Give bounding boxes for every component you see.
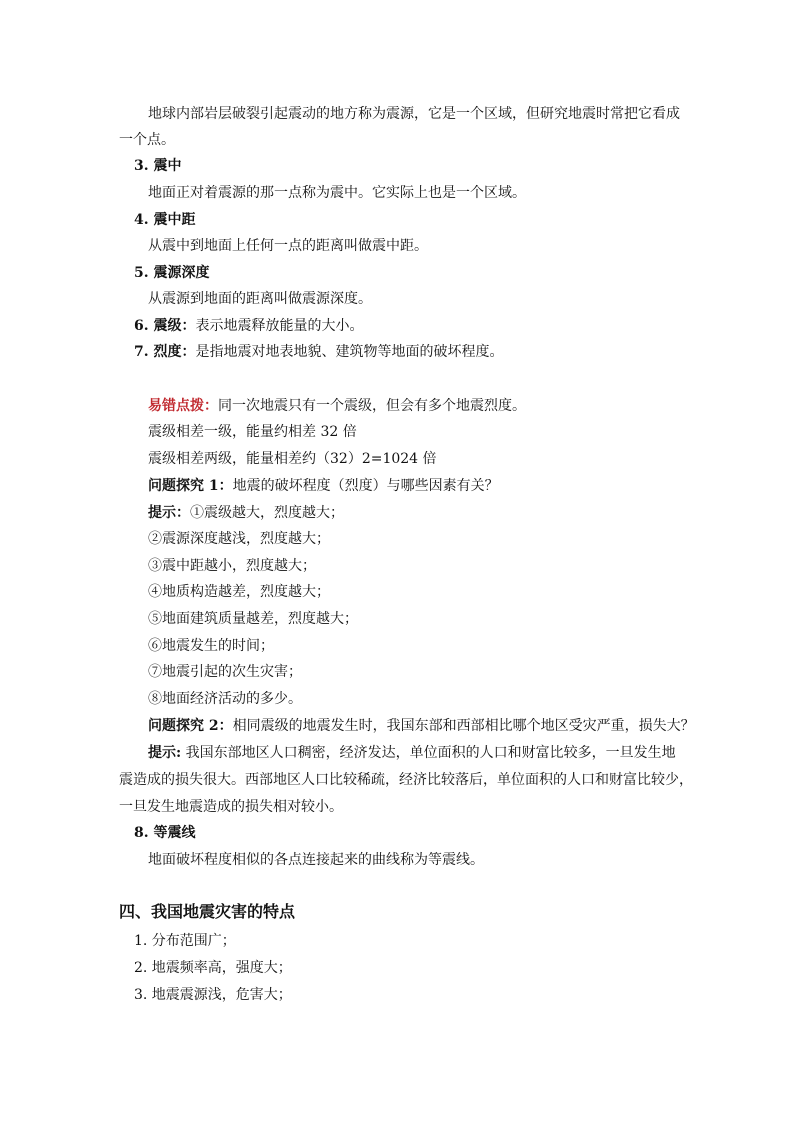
question-2-label: 问题探究 2：: [148, 718, 233, 734]
section-7-label: 7. 烈度：: [134, 344, 196, 360]
intro-paragraph-line-1: 地球内部岩层破裂引起震动的地方称为震源，它是一个区域，但研究地震时常把它看成: [148, 106, 680, 122]
hint-item: ⑦地震引起的次生灾害；: [148, 664, 302, 680]
section-8-text: 地面破坏程度相似的各点连接起来的曲线称为等震线。: [148, 852, 484, 868]
question-1-line: [148, 476, 499, 496]
energy-line-1: 震级相差一级，能量约相差 32 倍: [148, 424, 357, 440]
hint-2-line-2: 震造成的损失很大。西部地区人口比较稀疏，经济比较落后，单位面积的人口和财富比较少，: [119, 772, 693, 788]
hint-2-line-1: [148, 743, 676, 763]
hint-label: 提示：: [148, 505, 190, 521]
section-5-text: 从震源到地面的距离叫做震源深度。: [148, 291, 372, 307]
hint-line-1: [148, 503, 344, 523]
question-2-text: 相同震级的地震发生时，我国东部和西部相比哪个地区受灾严重，损失大？: [232, 718, 695, 734]
section-8-title: 8. 等震线: [134, 825, 196, 841]
hint-item: ⑤地面建筑质量越差，烈度越大；: [148, 611, 358, 627]
hint-item: ③震中距越小，烈度越大；: [148, 558, 316, 574]
section-6-label: 6. 震级：: [134, 318, 196, 334]
question-2-line: [148, 716, 695, 736]
tip-text: 同一次地震只有一个震级，但会有多个地震烈度。: [218, 398, 526, 414]
section-6-text: 表示地震释放能量的大小。: [195, 318, 364, 334]
section-3-title: 3. 震中: [134, 158, 182, 174]
question-1-text: 地震的破坏程度（烈度）与哪些因素有关？: [232, 478, 499, 494]
energy-line-2: 震级相差两级，能量相差约（32）2=1024 倍: [148, 451, 437, 467]
tip-label: 易错点拨：: [148, 398, 218, 414]
section-3-text: 地面正对着震源的那一点称为震中。它实际上也是一个区域。: [148, 185, 526, 201]
hint-item: ④地质构造越差，烈度越大；: [148, 584, 330, 600]
hint-2-text: 我国东部地区人口稠密，经济发达，单位面积的人口和财富比较多，一旦发生地: [181, 745, 676, 761]
section-4-title: 4. 震中距: [134, 212, 196, 228]
section-4-heading: 四、我国地震灾害的特点: [119, 902, 296, 921]
section-5-title: 5. 震源深度: [134, 265, 210, 281]
tip-line: [148, 396, 526, 416]
feature-item: 3. 地震震源浅，危害大；: [134, 987, 292, 1003]
section-7-line: [134, 342, 504, 362]
feature-item: 2. 地震频率高，强度大；: [134, 960, 292, 976]
hint-item: ②震源深度越浅，烈度越大；: [148, 531, 330, 547]
section-6-line: [134, 316, 364, 336]
hint-item: ⑥地震发生的时间；: [148, 638, 274, 654]
hint-item: ⑧地面经济活动的多少。: [148, 691, 302, 707]
hint-2-label: 提示:: [148, 745, 182, 761]
hint-2-line-3: 一旦发生地震造成的损失相对较小。: [119, 799, 343, 815]
question-1-label: 问题探究 1：: [148, 478, 233, 494]
feature-item: 1. 分布范围广；: [134, 933, 236, 949]
hint-item: ①震级越大，烈度越大；: [190, 505, 344, 521]
intro-paragraph-line-2: 一个点。: [119, 132, 175, 148]
section-7-text: 是指地震对地表地貌、建筑物等地面的破坏程度。: [195, 344, 504, 360]
section-4-text: 从震中到地面上任何一点的距离叫做震中距。: [148, 238, 428, 254]
